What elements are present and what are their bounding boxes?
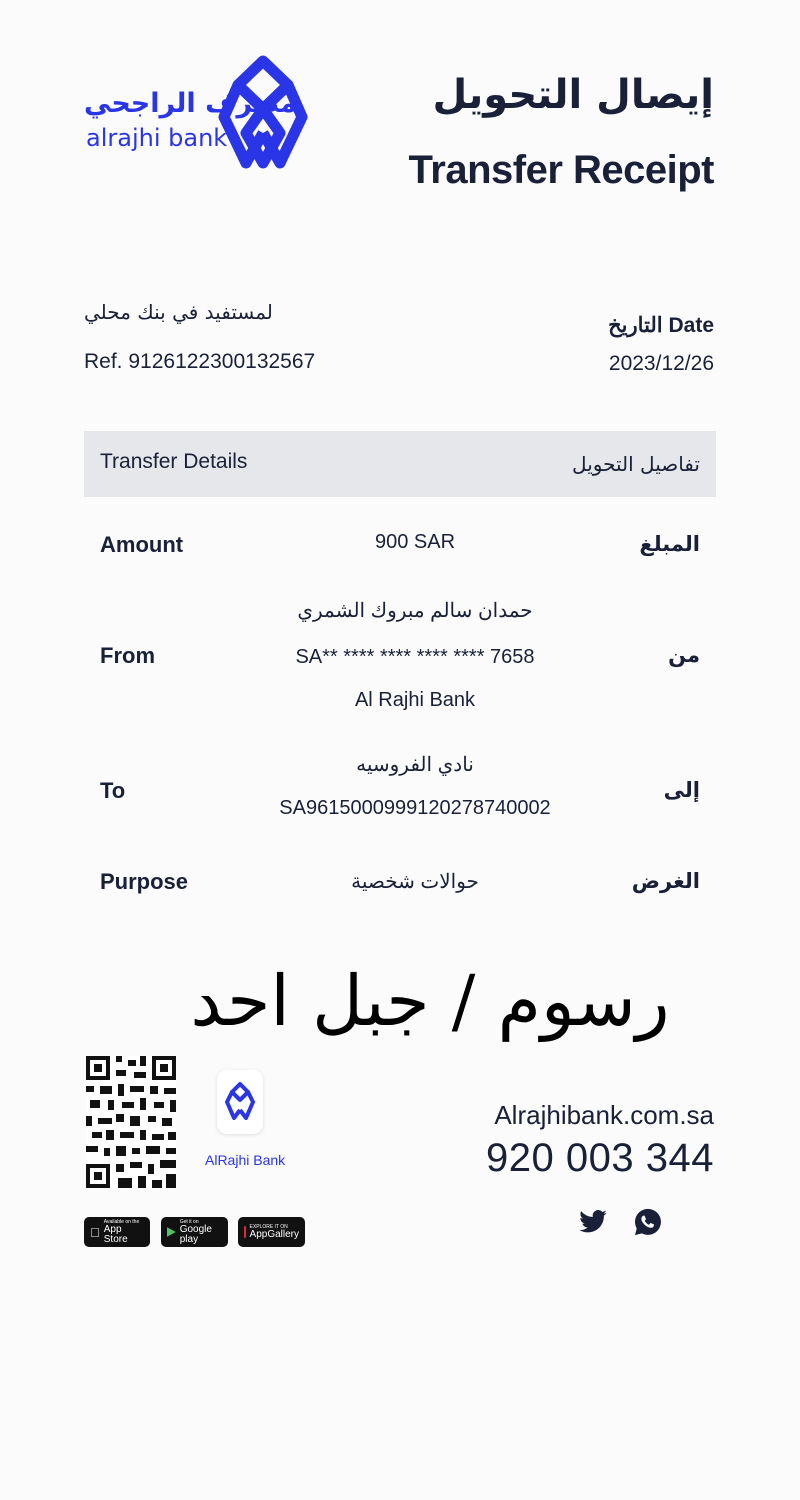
transfer-details-title-ar: تفاصيل التحويل (572, 452, 700, 476)
app-icon[interactable] (217, 1070, 263, 1134)
google-play-label: Google play (179, 1223, 212, 1245)
sender-account: SA** **** **** **** **** 7658 (295, 646, 535, 668)
beneficiary-type: لمستفيد في بنك محلي (84, 300, 273, 324)
bank-logo-icon (218, 55, 308, 175)
whatsapp-icon[interactable] (633, 1207, 663, 1237)
app-gallery-badge[interactable] (238, 1217, 305, 1247)
apple-icon (90, 1225, 100, 1240)
qr-code-icon (86, 1056, 176, 1188)
twitter-icon[interactable] (578, 1207, 608, 1237)
date-value: 2023/12/26 (608, 352, 714, 375)
amount-label-ar: المبلغ (639, 532, 700, 556)
bank-logo-small-icon (217, 1070, 263, 1134)
receipt-title-english: Transfer Receipt (408, 148, 714, 192)
play-icon (167, 1226, 176, 1238)
recipient-name: نادي الفروسيه (356, 754, 474, 776)
from-label-ar: من (668, 643, 700, 667)
app-gallery-small-text: EXPLORE IT ON (249, 1223, 288, 1230)
app-store-badge[interactable] (84, 1217, 150, 1247)
app-store-small-text: Available on the (94, 1223, 130, 1230)
sender-bank: Al Rajhi Bank (354, 689, 476, 711)
amount-value: 900 SAR (374, 531, 456, 553)
app-gallery-label: AppGallery (249, 1228, 299, 1240)
to-label-ar: إلى (663, 778, 700, 802)
transfer-details-title-en: Transfer Details (100, 450, 248, 473)
reference-number: Ref. 9126122300132567 (84, 350, 316, 373)
website-link[interactable]: Alrajhibank.com.sa (494, 1100, 714, 1130)
purpose-label-en: Purpose (100, 869, 189, 894)
handwritten-annotation: رسوم / جبل احد (190, 960, 670, 1042)
to-label-en: To (100, 778, 126, 803)
amount-label-en: Amount (100, 532, 184, 557)
huawei-icon (244, 1226, 246, 1238)
purpose-value: حوالات شخصية (351, 871, 479, 893)
recipient-iban: SA9615000999120278740002 (279, 797, 551, 819)
receipt-title-arabic: إيصال التحويل (432, 72, 714, 118)
google-play-small-text: Get it on (179, 1218, 199, 1225)
logo-english-text: alrajhi bank (86, 124, 228, 152)
google-play-badge[interactable] (161, 1217, 228, 1247)
phone-number[interactable]: 920 003 344 (486, 1136, 714, 1180)
from-label-en: From (100, 643, 155, 668)
purpose-label-ar: الغرض (631, 869, 700, 893)
app-name-label: AlRajhi Bank (205, 1152, 286, 1168)
date-label: التاريخ Date (608, 314, 714, 337)
logo-arabic-text: مصرف الراجحي (84, 88, 297, 119)
sender-name: حمدان سالم مبروك الشمري (297, 600, 533, 622)
app-store-label: App Store (94, 1228, 139, 1240)
